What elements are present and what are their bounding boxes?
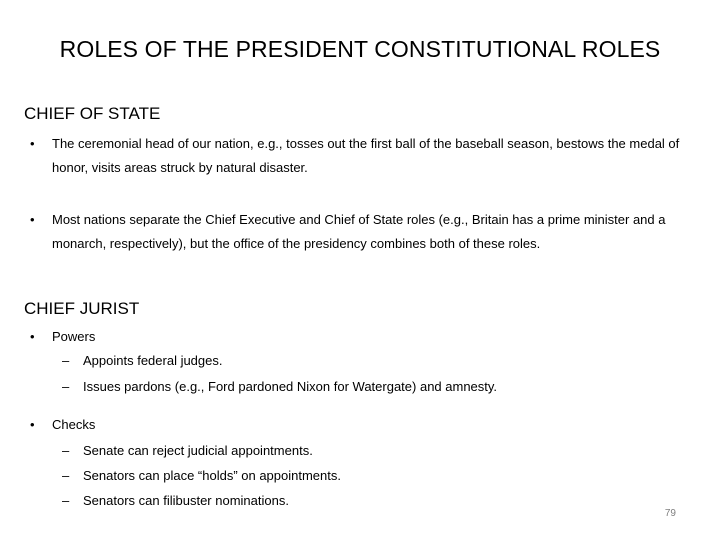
dash-marker: – [62,493,70,508]
slide-title: ROLES OF THE PRESIDENT CONSTITUTIONAL ROLES [59,36,661,62]
bullet-marker: • [30,417,35,432]
checks-label: Checks [52,417,96,432]
powers-item-text: Issues pardons (e.g., Ford pardoned Nixon for Watergate) and amnesty. [83,379,498,394]
powers-item [62,379,497,394]
bullet-ceremonial-head: The ceremonial head of our nation, e.g., tosses out the first ball of the baseball season, bestows the medal of honor, visits areas struck by natural disaster. [52,136,680,175]
bullet-separate-roles: Most nations separate the Chief Executive and Chief of State roles (e.g., Britain has a prime minister and a monarch, respectively), but the office of the presidency combines both of these roles. [52,212,666,251]
page-number: 79 [664,508,676,519]
dash-marker: – [62,379,70,394]
checks-item-text: Senate can reject judicial appointments. [83,443,313,458]
bullet-marker: • [30,212,35,227]
checks-item [62,443,313,458]
checks-item [62,468,341,483]
powers-item [62,353,222,368]
bullet-marker: • [30,136,35,151]
bullet-marker: • [30,329,35,344]
powers-item-text: Appoints federal judges. [83,353,223,368]
dash-marker: – [62,468,70,483]
dash-marker: – [62,443,70,458]
powers-label: Powers [52,329,96,344]
section-heading-chief-of-state: CHIEF OF STATE [24,104,161,123]
checks-item-text: Senators can filibuster nominations. [83,493,289,508]
dash-marker: – [62,353,70,368]
checks-item [62,493,289,508]
section-heading-chief-jurist: CHIEF JURIST [24,299,140,318]
checks-item-text: Senators can place “holds” on appointments. [83,468,341,483]
